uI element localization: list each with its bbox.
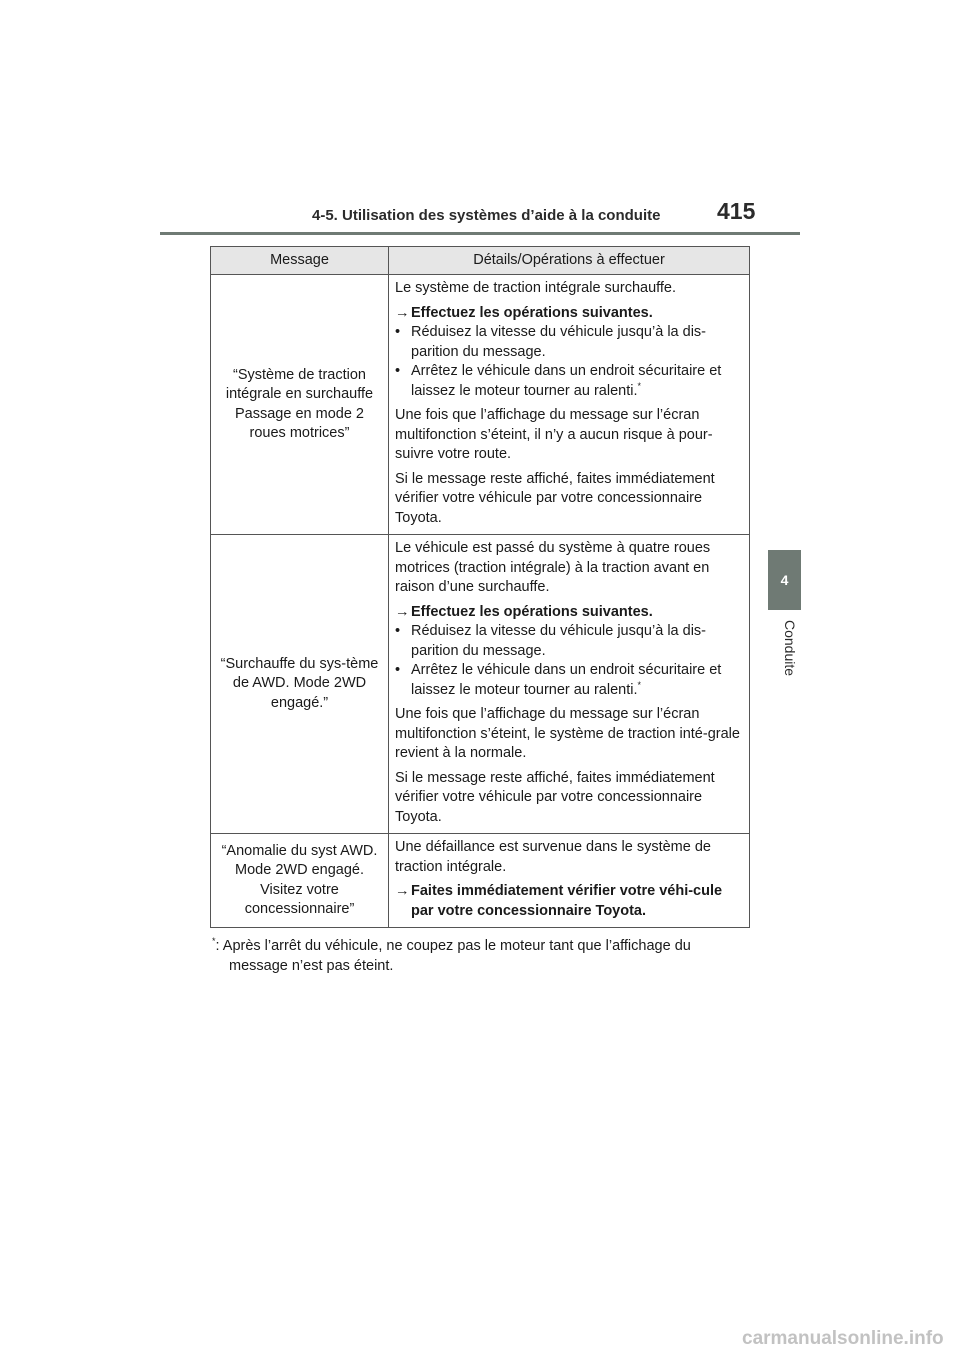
bullet-icon: • xyxy=(395,363,401,379)
bullet-list xyxy=(395,622,743,700)
detail-note: Si le message reste affiché, faites immédiatement vérifier votre véhicule par votre concessionnaire Toyota. xyxy=(395,470,715,526)
table-header-row xyxy=(211,247,750,275)
chapter-label: Conduite xyxy=(782,620,798,677)
action-instruction xyxy=(395,304,743,324)
footnote-marker: * xyxy=(637,679,641,690)
message-table xyxy=(210,246,750,928)
detail-note: Si le message reste affiché, faites immédiatement vérifier votre véhicule par votre concessionnaire Toyota. xyxy=(395,769,715,825)
table-row xyxy=(211,535,750,834)
chapter-number: 4 xyxy=(780,572,789,588)
action-instruction xyxy=(395,603,743,623)
bullet-text: Arrêtez le véhicule dans un endroit sécuritaire et laissez le moteur tourner au ralenti. xyxy=(411,662,722,698)
footnote-marker: * xyxy=(637,380,641,391)
arrow-icon: → xyxy=(395,603,410,620)
arrow-icon: → xyxy=(395,304,410,321)
bullet-icon: • xyxy=(395,623,401,639)
details-cell xyxy=(389,834,750,928)
arrow-icon: → xyxy=(395,883,410,899)
bullet-icon: • xyxy=(395,324,401,340)
message-cell: “Surchauffe du sys-tème de AWD. Mode 2WD engagé.” xyxy=(211,535,389,834)
footnote-marker: * xyxy=(212,936,216,947)
header-rule xyxy=(160,232,800,235)
footnote-text: : Après l’arrêt du véhicule, ne coupez pas le moteur tant que l’affichage du message n’est pas éteint. xyxy=(215,938,691,974)
details-cell xyxy=(389,275,750,535)
detail-intro: Une défaillance est survenue dans le système de traction intégrale. xyxy=(395,839,711,875)
bullet-text: Arrêtez le véhicule dans un endroit sécuritaire et laissez le moteur tourner au ralenti. xyxy=(411,363,722,399)
bullet-icon: • xyxy=(395,662,401,678)
list-item xyxy=(395,323,743,362)
message-cell: “Système de traction intégrale en surchauffe Passage en mode 2 roues motrices” xyxy=(211,275,389,535)
bullet-text: Réduisez la vitesse du véhicule jusqu’à la dis-parition du message. xyxy=(411,324,706,360)
list-item xyxy=(395,661,743,700)
action-instruction xyxy=(395,882,743,921)
page-number: 415 xyxy=(717,198,756,224)
list-item xyxy=(395,362,743,401)
table-row xyxy=(211,275,750,535)
action-text: Effectuez les opérations suivantes. xyxy=(411,603,653,620)
bullet-text: Réduisez la vitesse du véhicule jusqu’à la dis-parition du message. xyxy=(411,623,706,659)
column-header-details: Détails/Opérations à effectuer xyxy=(389,247,750,275)
list-item xyxy=(395,622,743,661)
bullet-list xyxy=(395,323,743,401)
action-text: Effectuez les opérations suivantes. xyxy=(411,304,653,321)
detail-note: Une fois que l’affichage du message sur l’écran multifonction s’éteint, il n’y a aucun risque à pour-suivre votre route. xyxy=(395,407,713,462)
action-text: Faites immédiatement vérifier votre véhi-cule par votre concessionnaire Toyota. xyxy=(411,883,723,919)
message-cell: “Anomalie du syst AWD. Mode 2WD engagé. Visitez votre concessionnaire” xyxy=(211,834,389,928)
detail-intro: Le système de traction intégrale surchauffe. xyxy=(395,280,677,296)
section-title: 4-5. Utilisation des systèmes d’aide à la conduite xyxy=(312,207,661,224)
details-cell xyxy=(389,535,750,834)
chapter-tab[interactable] xyxy=(768,550,801,610)
detail-intro: Le véhicule est passé du système à quatre roues motrices (traction intégrale) à la traction avant en raison d’une surchauffe. xyxy=(395,540,711,595)
footnote xyxy=(212,936,752,976)
table-row xyxy=(211,834,750,928)
detail-note: Une fois que l’affichage du message sur l’écran multifonction s’éteint, le système de traction inté-grale revient à la normale. xyxy=(395,706,740,761)
watermark-logo: carmanualsonline.info xyxy=(742,1328,944,1349)
column-header-message: Message xyxy=(211,247,389,275)
